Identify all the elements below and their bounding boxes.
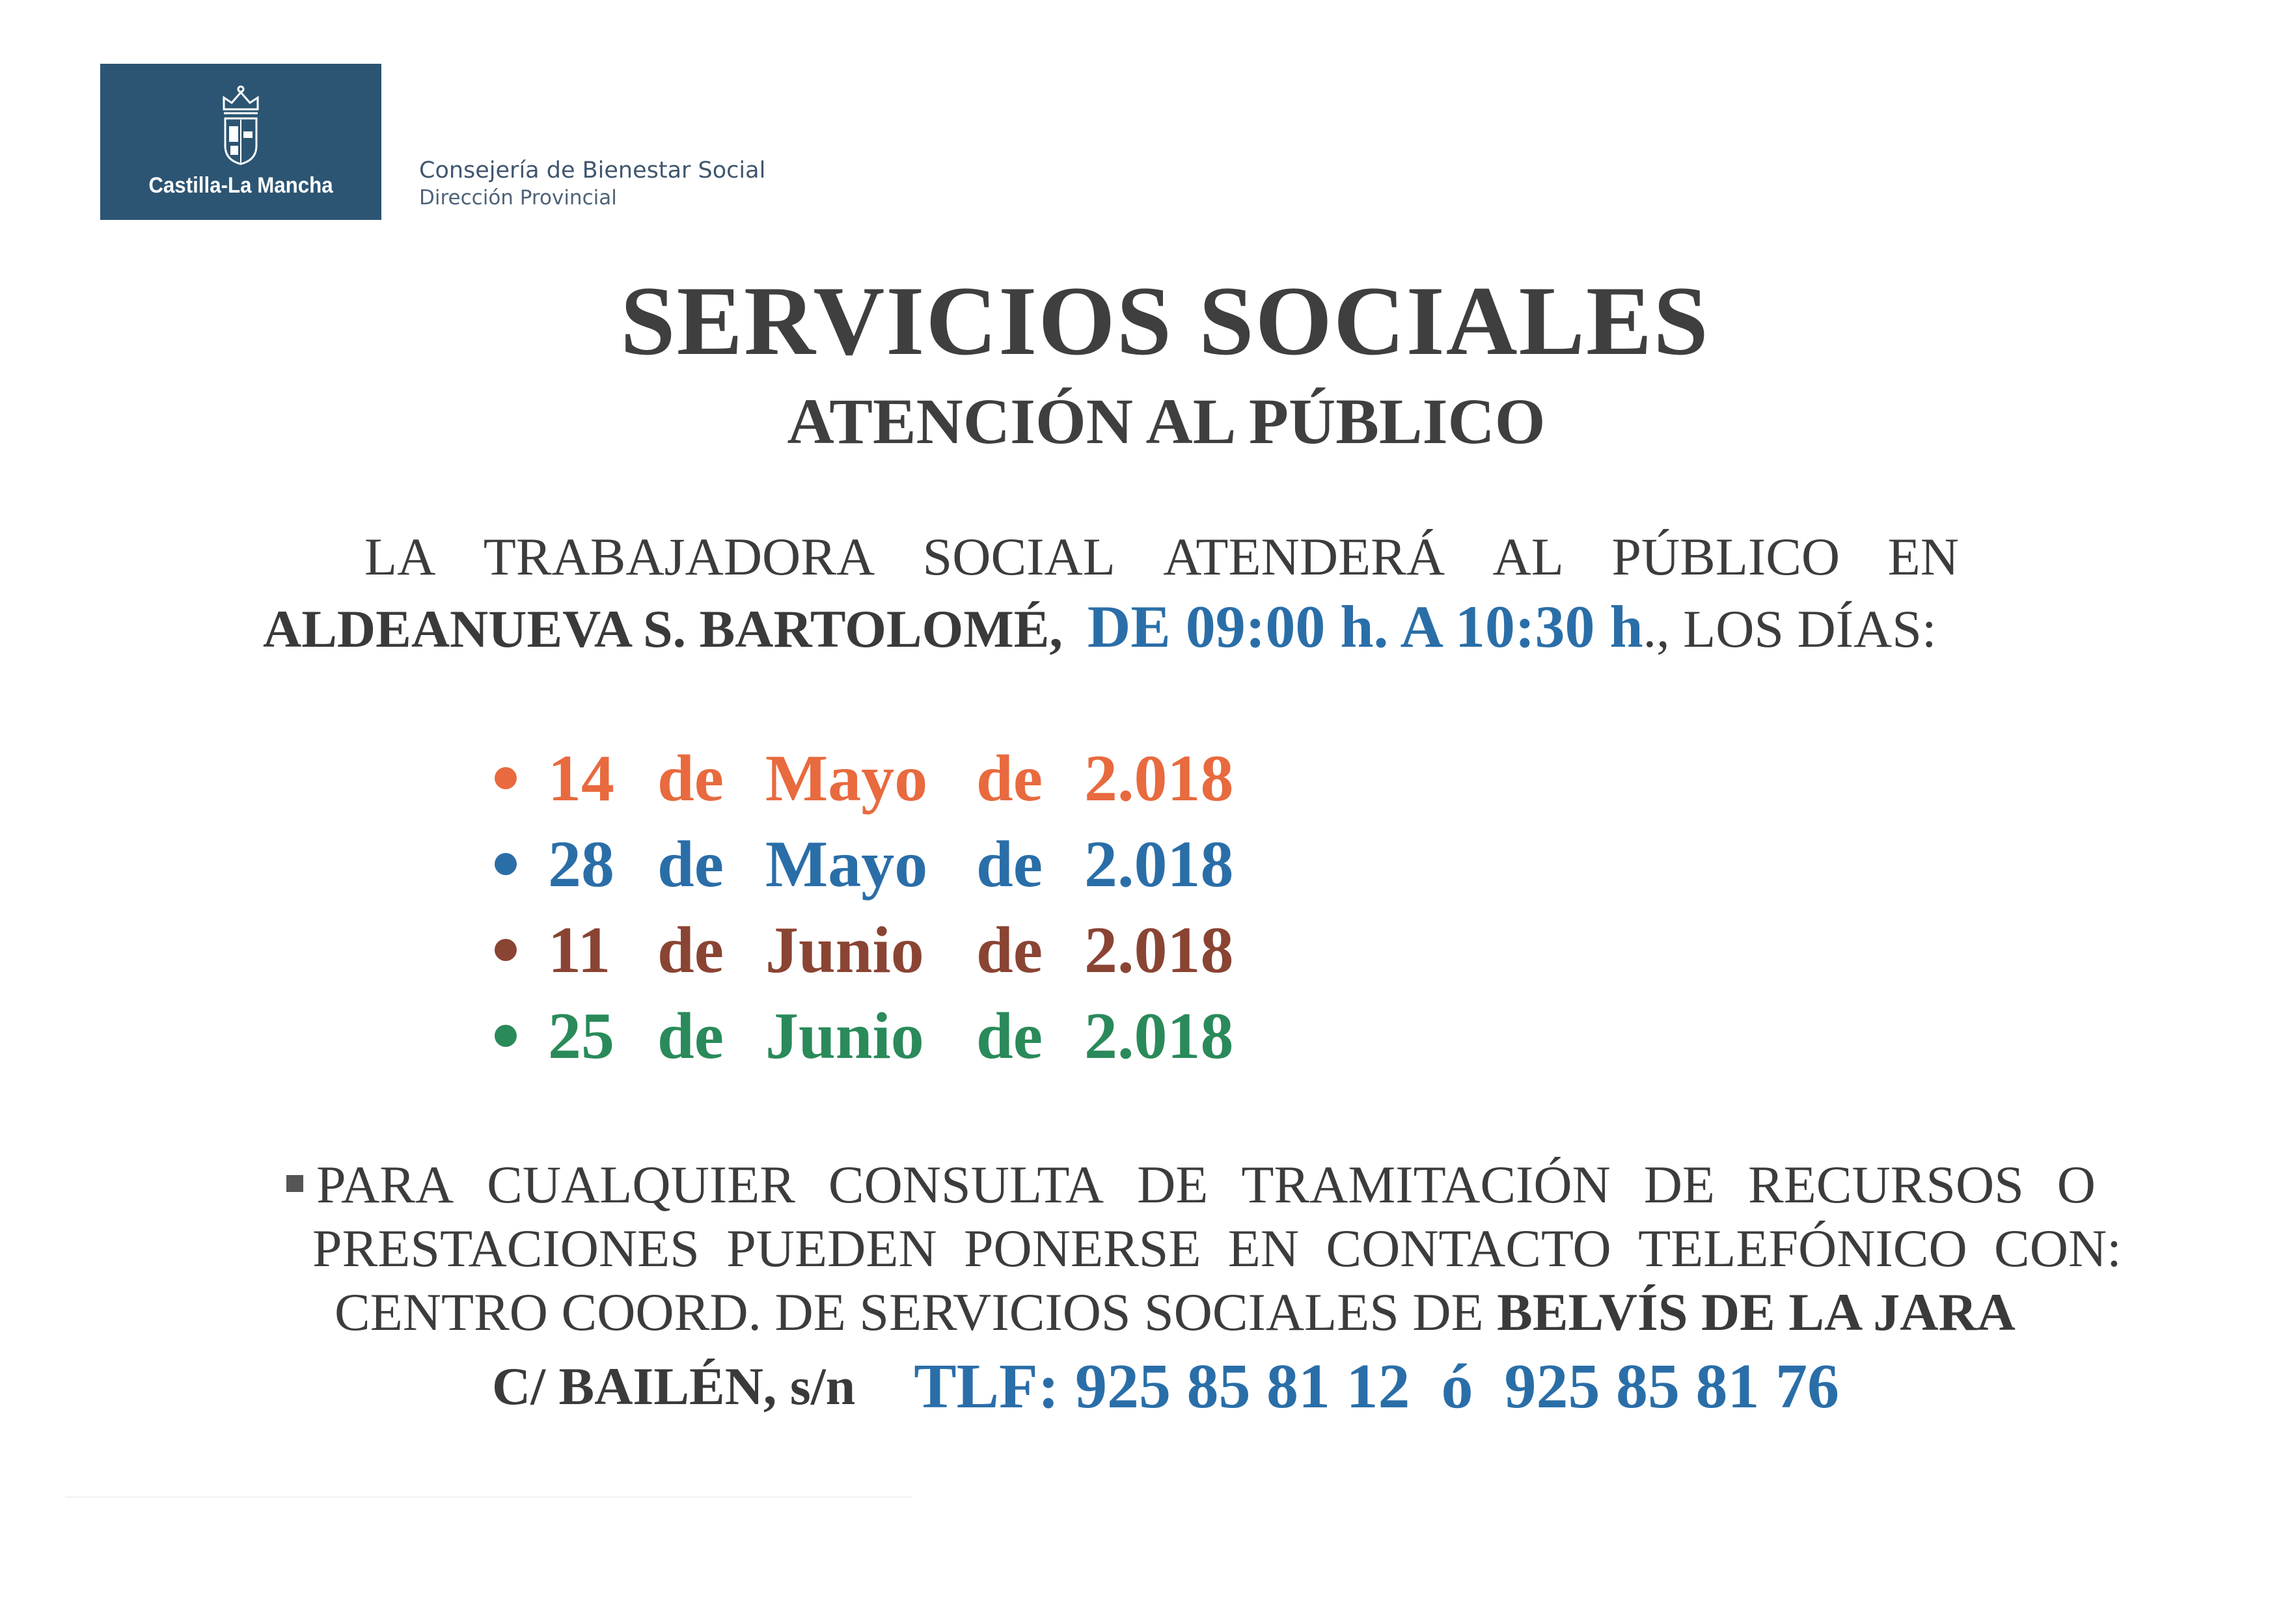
location: ALDEANUEVA S. BARTOLOMÉ, [263,599,1063,658]
page-title: SERVICIOS SOCIALES [620,266,1710,375]
bullet-icon [495,939,517,961]
castilla-la-mancha-logo [100,64,381,220]
bullet-icon [495,853,517,875]
date-de: de [657,827,724,901]
contact-word: CONSULTA [828,1155,1104,1214]
contact-line-2 [312,1217,2122,1280]
center-location: BELVÍS DE LA JARA [1497,1282,2016,1342]
date-day: 28 [548,827,614,901]
date-month: Mayo [765,827,928,901]
contact-word: EN [1227,1219,1300,1278]
contact-word: CONTACTO [1326,1219,1611,1278]
contact-word [286,1153,454,1217]
intro-word: TRABAJADORA [483,527,875,586]
bullet-icon [495,1025,517,1047]
date-de: de [976,741,1043,815]
address: C/ BAILÉN, s/n [492,1357,856,1416]
contact-word-text: PARA [316,1155,454,1214]
date-year: 2.018 [1084,999,1234,1073]
square-bullet-icon [286,1175,303,1192]
date-item [495,993,1234,1079]
contact-word: RECURSOS [1747,1155,2024,1214]
date-year: 2.018 [1084,913,1234,987]
days-suffix: ., LOS DÍAS: [1643,599,1937,658]
intro-word: LA [364,527,436,586]
intro-word: AL [1492,527,1564,586]
date-de: de [976,999,1043,1073]
date-de: de [657,999,724,1073]
contact-block [286,1153,2122,1422]
intro-word: SOCIAL [922,527,1115,586]
intro-line-2 [263,591,1937,665]
contact-word: CON: [1994,1219,2122,1278]
page-subtitle: ATENCIÓN AL PÚBLICO [787,385,1546,457]
contact-word: O [2057,1155,2096,1214]
date-month: Junio [765,913,924,987]
bullet-icon [495,767,517,789]
date-item [495,735,1234,821]
phone-1: TLF: 925 85 81 12 [914,1351,1410,1422]
date-day: 14 [548,741,614,815]
contact-word: PONERSE [963,1219,1201,1278]
phone-or: ó [1441,1351,1473,1422]
intro-word: ATENDERÁ [1163,527,1445,586]
contact-word: PRESTACIONES [312,1219,700,1278]
scan-artifact-line [65,1496,911,1498]
date-year: 2.018 [1084,741,1234,815]
logo-text: Castilla-La Mancha [148,173,333,198]
date-de: de [976,913,1043,987]
date-item [495,907,1234,993]
date-day: 25 [548,999,614,1073]
crest-icon [215,83,267,168]
contact-line-1 [286,1153,2096,1217]
contact-word: DE [1137,1155,1209,1214]
contact-line-3 [335,1280,2096,1344]
date-list [495,735,1234,1079]
schedule: DE 09:00 h. A 10:30 h [1087,593,1643,660]
intro-line-1 [364,524,1959,589]
date-de: de [657,913,724,987]
date-item [495,821,1234,907]
date-de: de [976,827,1043,901]
contact-line-4 [492,1351,2096,1422]
date-month: Mayo [765,741,928,815]
department-name: Consejería de Bienestar Social [419,157,766,183]
phone-2: 925 85 81 76 [1504,1351,1839,1422]
date-year: 2.018 [1084,827,1234,901]
contact-word: CUALQUIER [487,1155,795,1214]
contact-word: PUEDEN [726,1219,937,1278]
center-name: CENTRO COORD. DE SERVICIOS SOCIALES DE [335,1282,1497,1342]
intro-word: EN [1887,527,1959,586]
date-de: de [657,741,724,815]
contact-word: DE [1643,1155,1716,1214]
date-day: 11 [548,913,611,987]
department-block [419,156,765,211]
department-subtitle: Dirección Provincial [419,186,617,210]
contact-word: TRAMITACIÓN [1241,1155,1611,1214]
contact-word: TELEFÓNICO [1638,1219,1967,1278]
date-month: Junio [765,999,924,1073]
intro-word: PÚBLICO [1611,527,1840,586]
